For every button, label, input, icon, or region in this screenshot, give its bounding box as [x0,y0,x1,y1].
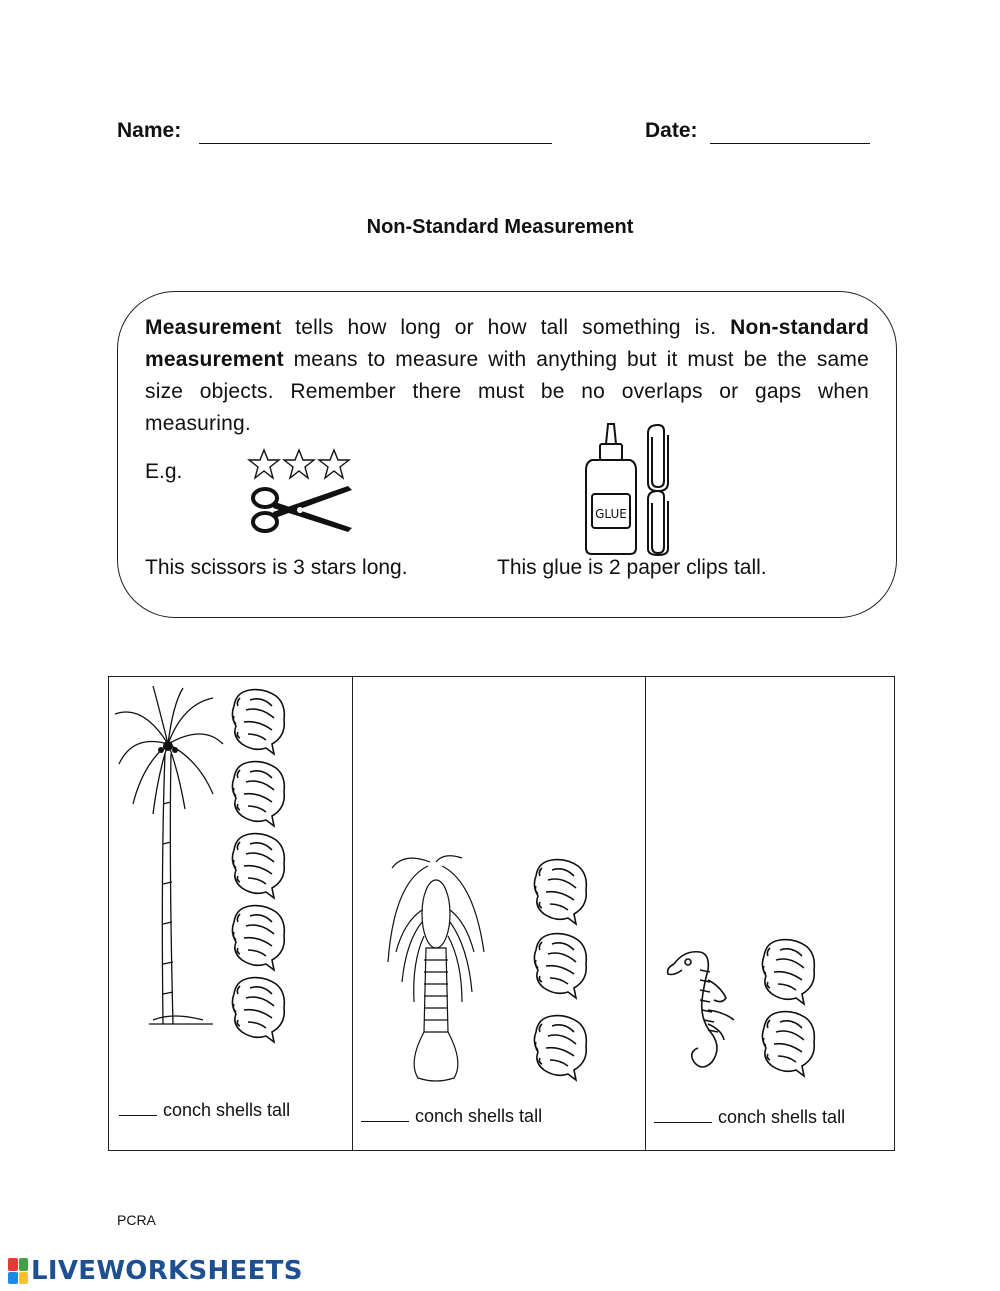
brand-mark-square [19,1272,29,1285]
scissors-icon [248,484,354,536]
lobster-icon [384,852,494,1084]
answer-row-3 [654,1107,845,1128]
conch-shell-icon [232,906,284,970]
conch-shell-icon [232,834,284,898]
conch-shell-icon [762,940,814,1004]
term-non-standard: Non-standard measurement [145,316,869,371]
seahorse-icon [664,940,740,1078]
caption-glue: This glue is 2 paper clips tall. [497,556,767,579]
answer-blank-1[interactable] [119,1101,157,1116]
exercise-table [108,676,895,1151]
answer-text-1: conch shells tall [163,1100,291,1120]
shell-stack-2 [530,856,596,1076]
name-field[interactable] [199,121,552,144]
column-divider [352,677,353,1150]
star-icon [319,450,349,478]
explanation-part-2: means to measure with anything but it must be the same size objects. Remember there must be no overlaps or gaps when measuring. [145,348,869,435]
shell-stack-3 [758,936,824,1076]
answer-row-1 [119,1100,290,1121]
name-label: Name: [117,119,182,142]
page-title: Non-Standard Measurement [366,216,634,238]
conch-shell-icon [534,934,586,998]
stars-illustration [247,448,353,482]
brand-name: LIVEWORKSHEETS [31,1256,303,1286]
term-measurement: Measuremen [145,316,276,339]
caption-scissors: This scissors is 3 stars long. [145,556,408,579]
brand-mark-square [8,1258,18,1271]
glue-label: GLUE [595,507,627,521]
date-field[interactable] [710,121,870,144]
answer-text-2: conch shells tall [415,1106,543,1126]
conch-shell-icon [534,860,586,924]
brand-logo[interactable] [8,1256,303,1286]
brand-mark-icon [8,1258,28,1284]
conch-shell-icon [762,1012,814,1076]
answer-blank-2[interactable] [361,1107,409,1122]
paper-clip-icon [648,491,668,555]
conch-shell-icon [534,1016,586,1080]
explanation-text [145,312,869,440]
glue-bottle-icon [582,422,640,558]
star-icon [249,450,279,478]
conch-shell-icon [232,762,284,826]
paper-clips-illustration [644,423,672,555]
answer-blank-3[interactable] [654,1108,712,1123]
conch-shell-icon [232,690,284,754]
palm-tree-icon [113,684,225,1040]
example-label: E.g. [145,460,183,483]
explanation-part-1: t tells how long or how tall something is. [275,316,731,339]
column-divider [645,677,646,1150]
star-icon [284,450,314,478]
date-label: Date: [645,119,698,142]
paper-clip-icon [648,425,668,491]
conch-shell-icon [232,978,284,1042]
brand-mark-square [19,1258,29,1271]
brand-mark-square [8,1272,18,1285]
footer-code: PCRA [117,1212,156,1228]
answer-text-3: conch shells tall [718,1107,846,1127]
answer-row-2 [361,1106,542,1127]
shell-stack-1 [228,686,294,1046]
